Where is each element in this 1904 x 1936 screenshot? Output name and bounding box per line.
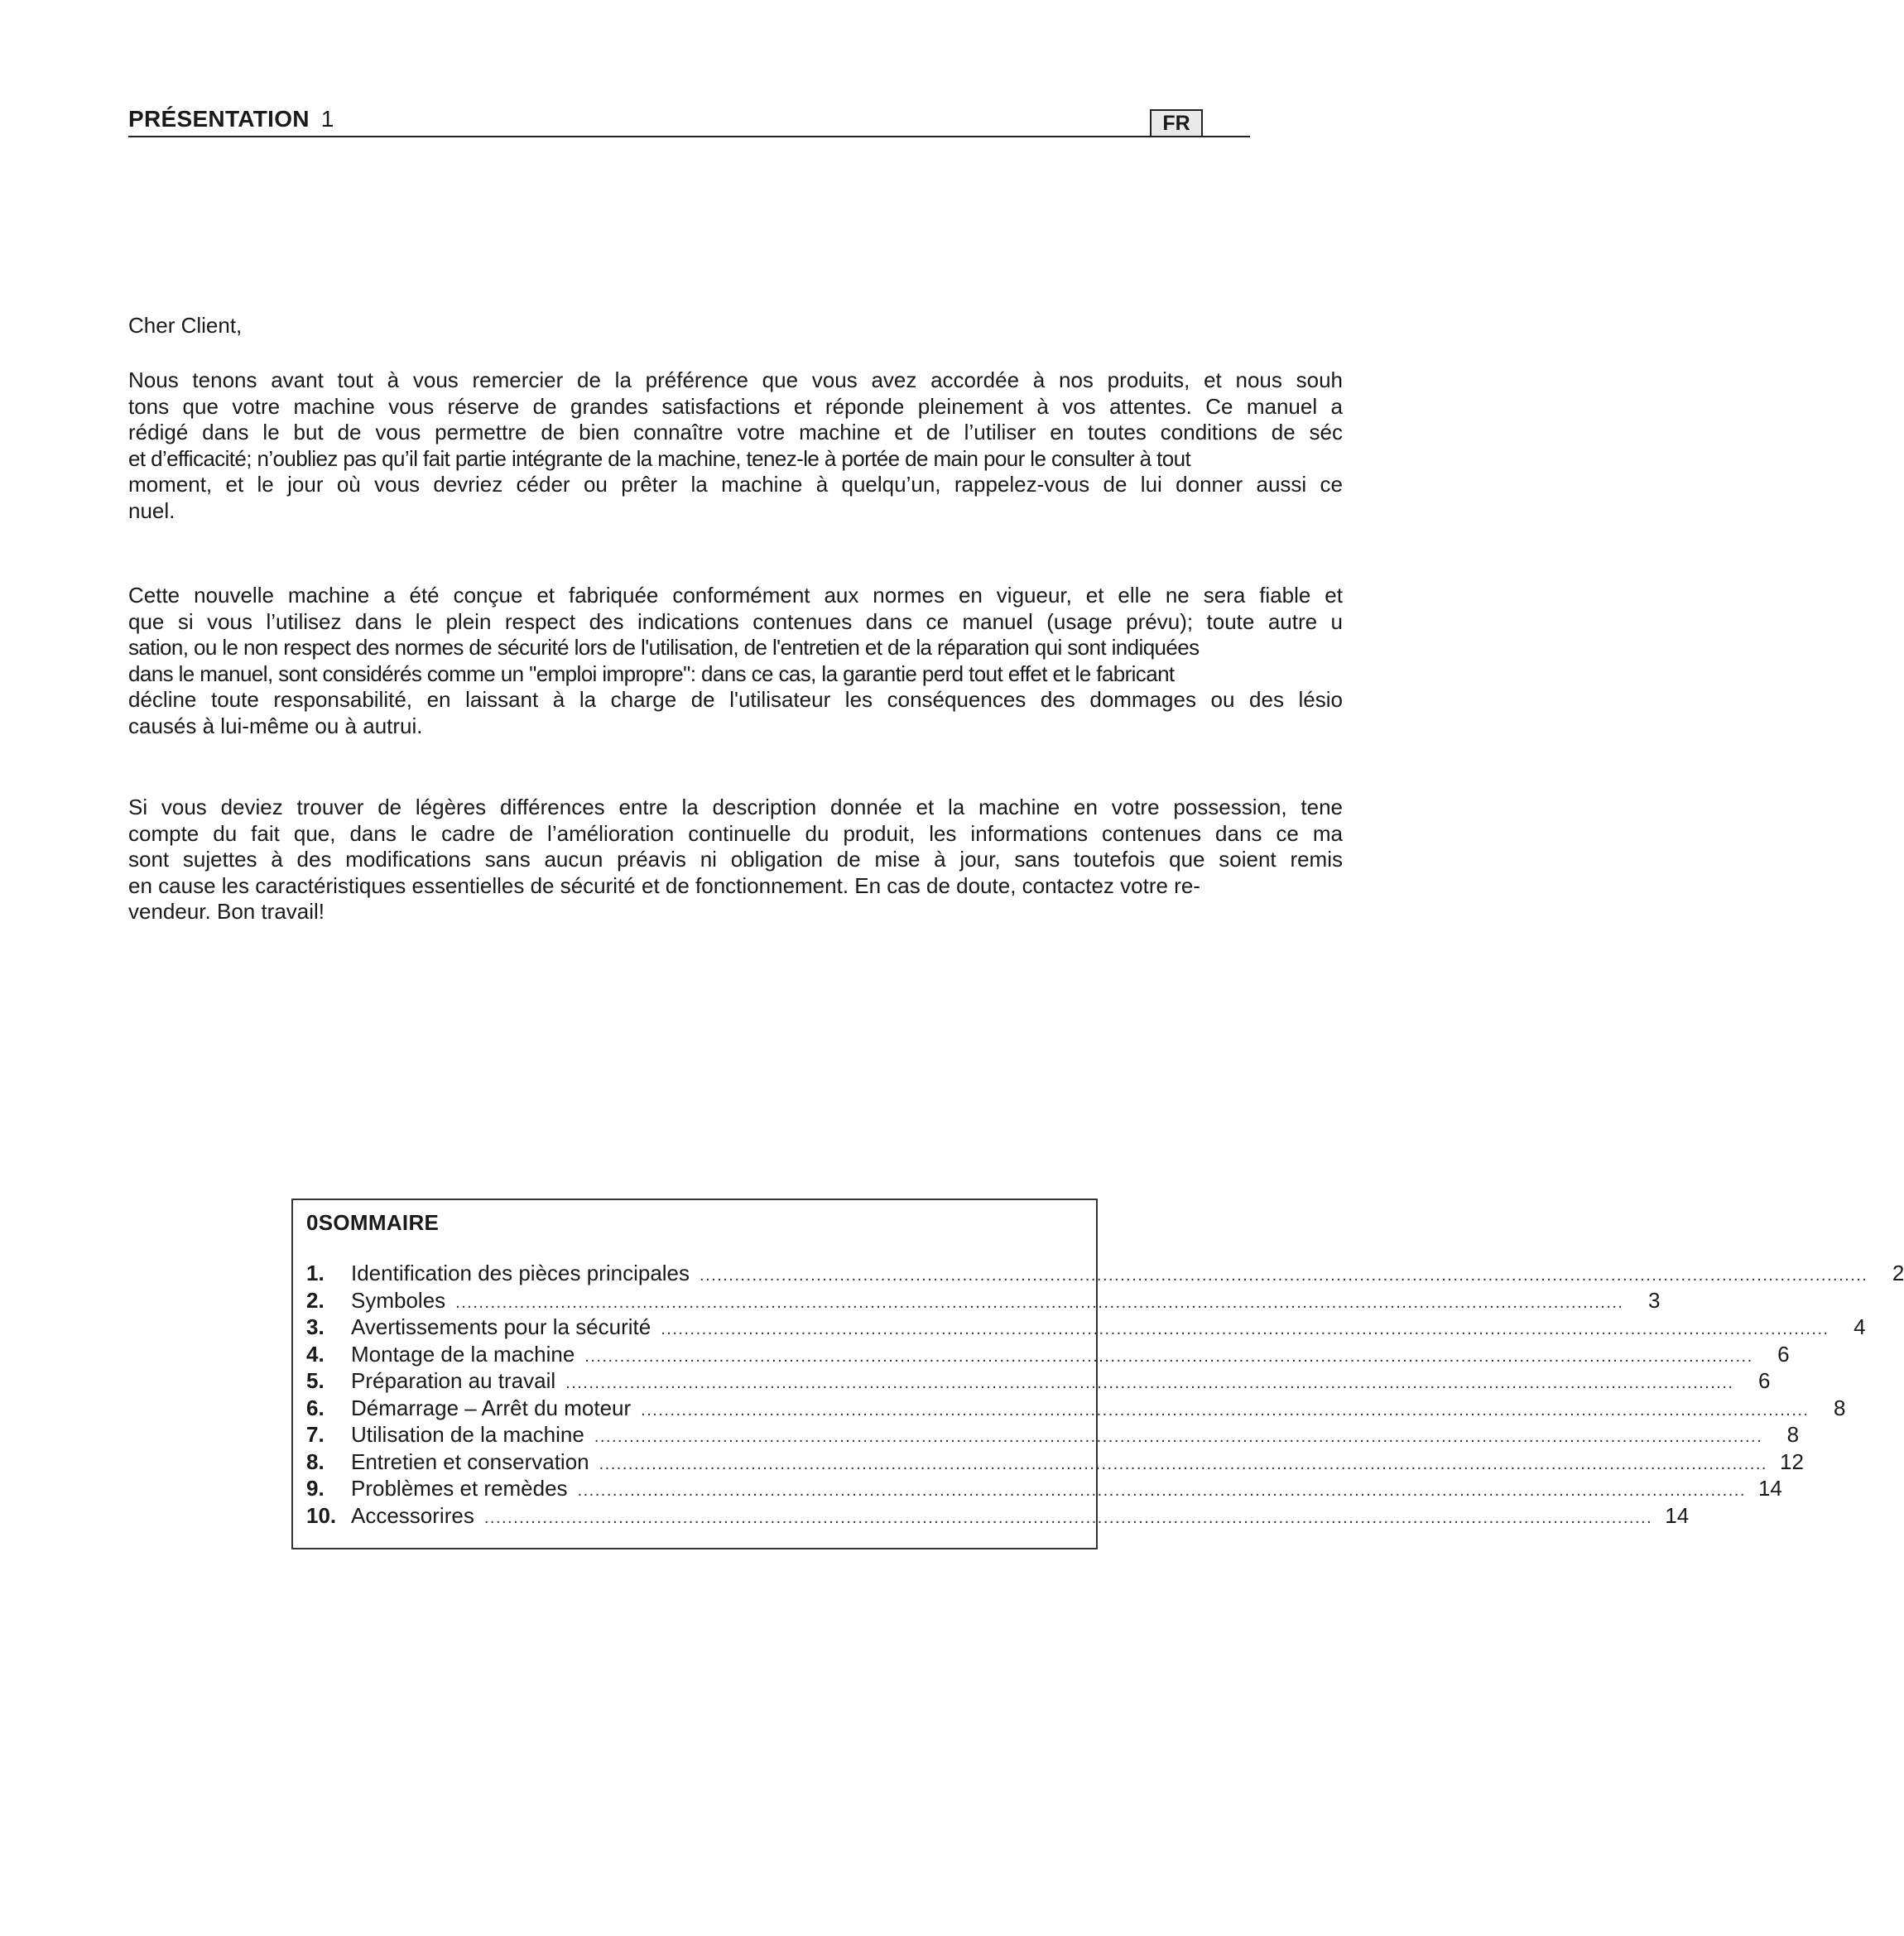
toc-item-page: 6 <box>1777 1341 1790 1367</box>
leader-dots: ........................................................................................................................................................................................................ <box>599 1454 1767 1473</box>
paragraph-line: sont sujettes à des modifications sans aucun préavis ni obligation de mise à jour, sans toutefois que soient remis <box>128 847 1343 872</box>
salutation: Cher Client, <box>128 313 243 338</box>
paragraph-1 <box>128 368 1343 524</box>
toc-item-page: 6 <box>1758 1368 1771 1393</box>
toc-item-label: Utilisation de la machine <box>351 1422 584 1447</box>
leader-dots: ........................................................................................................................................................................................................ <box>483 1508 1653 1527</box>
toc-item-number: 7. <box>306 1422 325 1447</box>
leader-dots: ........................................................................................................................................................................................................ <box>565 1374 1734 1392</box>
toc-title: 0SOMMAIRE <box>306 1210 440 1235</box>
page-header <box>128 104 1250 137</box>
toc-item-label: Problèmes et remèdes <box>351 1476 568 1501</box>
toc-item[interactable] <box>306 1260 1904 1287</box>
toc-item[interactable] <box>306 1448 1804 1476</box>
toc-item-page: 14 <box>1665 1502 1690 1528</box>
toc-item-number: 2. <box>306 1287 325 1313</box>
toc-item-label: Montage de la machine <box>351 1341 575 1367</box>
toc-item-page: 14 <box>1757 1476 1782 1501</box>
page-number: 1 <box>320 106 334 132</box>
paragraph-line: sation, ou le non respect des normes de sécurité lors de l'utilisation, de l'entretien et de la réparation qui sont indiquées <box>128 635 1200 660</box>
toc-list <box>306 1260 1904 1529</box>
toc-item-page: 8 <box>1786 1422 1800 1447</box>
toc-item-page: 4 <box>1854 1314 1866 1339</box>
paragraph-line: que si vous l’utilisez dans le plein respect des indications contenues dans ce manuel (usage prévu); toute autre u <box>128 608 1343 634</box>
paragraph-line: Si vous deviez trouver de légères différences entre la description donnée et la machine en votre possession, tene <box>128 795 1343 819</box>
toc-item-page: 12 <box>1780 1448 1804 1474</box>
paragraph-line: dans le manuel, sont considérés comme un "emploi impropre": dans ce cas, la garantie perd tout effet et le fabricant <box>128 661 1175 686</box>
body-text <box>128 313 1343 942</box>
toc-item-page: 8 <box>1834 1395 1846 1420</box>
toc-item-number: 5. <box>306 1368 325 1393</box>
paragraph-line: et d’efficacité; n’oubliez pas qu’il fait partie intégrante de la machine, tenez-le à portée de main pour le consulter à tout <box>128 445 1191 471</box>
paragraph-line: Nous tenons avant tout à vous remercier de la préférence que vous avez accordée à nos produits, et nous souh <box>128 368 1343 392</box>
toc-item[interactable] <box>306 1395 1846 1422</box>
toc-item-number: 8. <box>306 1448 325 1474</box>
toc-item-page: 3 <box>1648 1287 1661 1313</box>
toc-item-number: 4. <box>306 1341 325 1367</box>
table-of-contents <box>291 1199 1904 1549</box>
leader-dots: ........................................................................................................................................................................................................ <box>594 1428 1763 1446</box>
toc-item-label: Démarrage – Arrêt du moteur <box>351 1395 632 1420</box>
toc-item-number: 1. <box>306 1261 325 1285</box>
toc-item[interactable] <box>306 1314 1866 1341</box>
paragraph-line: nuel. <box>128 497 175 523</box>
paragraph-line: tons que votre machine vous réserve de grandes satisfactions et réponde pleinement à vos attentes. Ce manuel a <box>128 393 1343 419</box>
paragraph-line: rédigé dans le but de vous permettre de bien connaître votre machine et de l’utiliser en toutes conditions de séc <box>128 420 1343 444</box>
toc-item[interactable] <box>306 1367 1771 1395</box>
toc-item-page: 2 <box>1892 1261 1904 1285</box>
paragraph-line: causés à lui-même ou à autrui. <box>128 713 423 738</box>
toc-item-label: Symboles <box>351 1287 446 1313</box>
toc-item-number: 3. <box>306 1314 325 1339</box>
paragraph-2 <box>128 583 1343 739</box>
toc-item-label: Identification des pièces principales <box>351 1261 690 1285</box>
toc-item-number: 6. <box>306 1395 325 1420</box>
toc-item[interactable] <box>306 1421 1800 1448</box>
toc-item-label: Préparation au travail <box>351 1368 556 1393</box>
leader-dots: ........................................................................................................................................................................................................ <box>455 1293 1624 1312</box>
section-title <box>128 106 334 132</box>
paragraph-line: en cause les caractéristiques essentielles de sécurité et de fonctionnement. En cas de doute, contactez votre re- <box>128 872 1200 898</box>
toc-item[interactable] <box>306 1502 1690 1530</box>
language-badge: FR <box>1150 109 1203 136</box>
leader-dots: ........................................................................................................................................................................................................ <box>584 1347 1753 1366</box>
leader-dots: ........................................................................................................................................................................................................ <box>661 1320 1829 1338</box>
paragraph-line: Cette nouvelle machine a été conçue et fabriquée conformément aux normes en vigueur, et elle ne sera fiable et <box>128 583 1343 608</box>
toc-item-number: 10. <box>306 1502 337 1528</box>
toc-item-number: 9. <box>306 1476 325 1501</box>
toc-item-label: Entretien et conservation <box>351 1448 589 1474</box>
section-title-text: PRÉSENTATION <box>128 106 310 132</box>
toc-item[interactable] <box>306 1475 1782 1502</box>
toc-item[interactable] <box>306 1287 1661 1314</box>
paragraph-line: compte du fait que, dans le cadre de l’amélioration continuelle du produit, les informations contenues dans ce ma <box>128 820 1343 846</box>
leader-dots: ........................................................................................................................................................................................................ <box>577 1482 1746 1500</box>
paragraph-line: moment, et le jour où vous devriez céder ou prêter la machine à quelqu’un, rappelez-vous de lui donner aussi ce <box>128 472 1343 497</box>
leader-dots: ........................................................................................................................................................................................................ <box>641 1400 1810 1420</box>
toc-item-label: Accessorires <box>351 1502 474 1528</box>
leader-dots: ........................................................................................................................................................................................................ <box>700 1266 1868 1285</box>
paragraph-line: vendeur. Bon travail! <box>128 899 325 924</box>
toc-item-label: Avertissements pour la sécurité <box>351 1314 651 1339</box>
toc-item[interactable] <box>306 1341 1790 1368</box>
paragraph-3 <box>128 795 1343 925</box>
paragraph-line: décline toute responsabilité, en laissant à la charge de l'utilisateur les conséquences des dommages ou des lésio <box>128 687 1343 712</box>
